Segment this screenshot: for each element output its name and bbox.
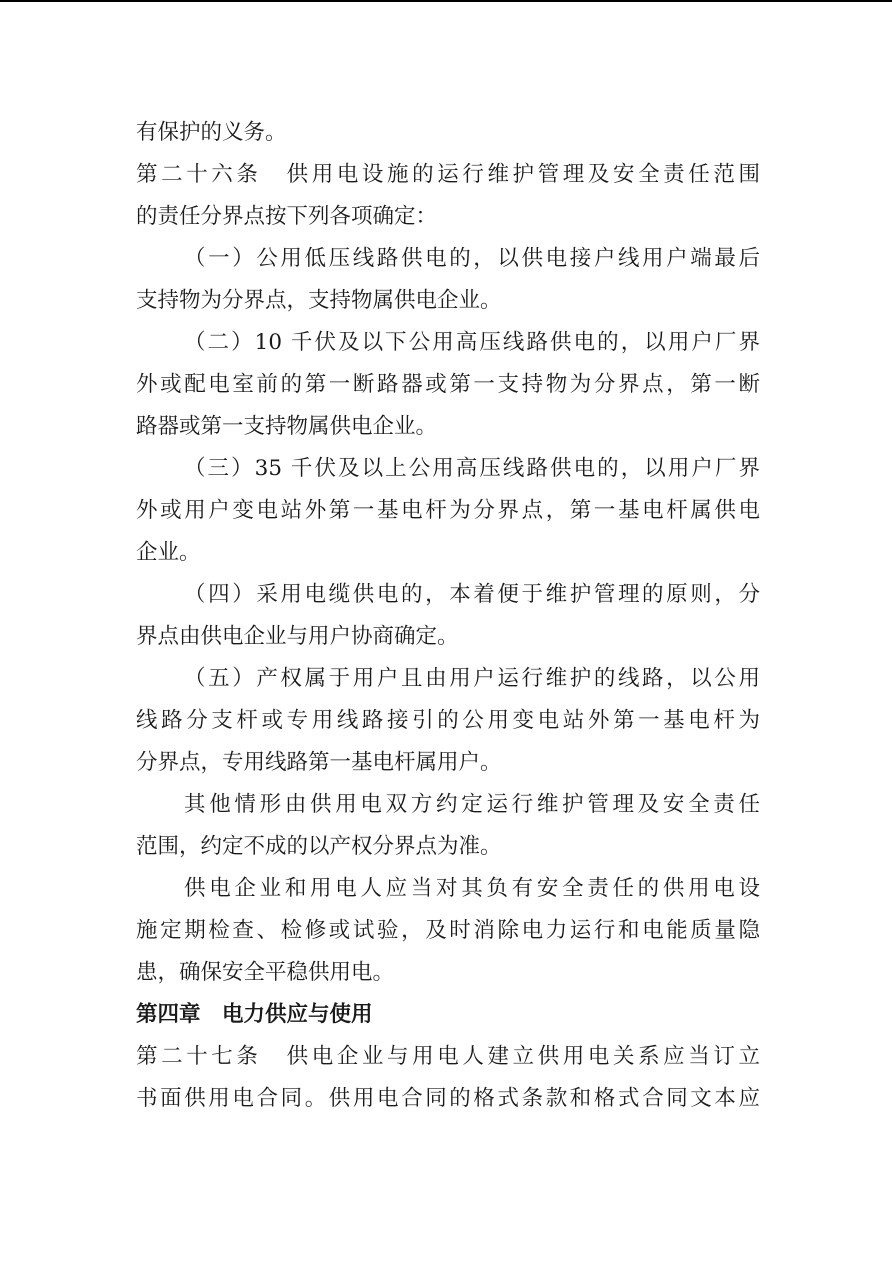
- clause-4-line: （四）采用电缆供电的，本着便于维护管理的原则，分: [184, 582, 760, 607]
- clause-1-line: （一）公用低压线路供电的，以供电接户线用户端最后: [184, 246, 760, 271]
- text-line: 施定期检查、检修或试验，及时消除电力运行和电能质量隐: [136, 918, 760, 943]
- text-line: 有保护的义务。: [136, 120, 287, 145]
- text-line: 范围，约定不成的以产权分界点为准。: [136, 834, 502, 859]
- article-27-heading-line: 第二十七条 供电企业与用电人建立供用电关系应当订立: [136, 1044, 760, 1069]
- text-line: 支持物为分界点，支持物属供电企业。: [136, 288, 502, 313]
- text-line: 企业。: [136, 540, 201, 565]
- text-line: 外或用户变电站外第一基电杆为分界点，第一基电杆属供电: [136, 498, 760, 523]
- text-line: 路器或第一支持物属供电企业。: [136, 414, 438, 439]
- text-line: 外或配电室前的第一断路器或第一支持物为分界点，第一断: [136, 372, 760, 397]
- clause-5-line: （五）产权属于用户且由用户运行维护的线路，以公用: [184, 666, 760, 691]
- clause-2-line: （二）10 千伏及以下公用高压线路供电的，以用户厂界: [184, 330, 760, 355]
- paragraph-line: 供电企业和用电人应当对其负有安全责任的供用电设: [184, 876, 760, 901]
- paragraph-line: 其他情形由供用电双方约定运行维护管理及安全责任: [184, 792, 760, 817]
- text-line: 界点由供电企业与用户协商确定。: [136, 624, 459, 649]
- page-top-border: [0, 0, 892, 2]
- text-line: 书面供用电合同。供用电合同的格式条款和格式合同文本应: [136, 1086, 760, 1111]
- text-line: 患，确保安全平稳供用电。: [136, 960, 395, 985]
- text-line: 分界点，专用线路第一基电杆属用户。: [136, 750, 502, 775]
- text-line: 的责任分界点按下列各项确定：: [136, 204, 438, 229]
- chapter-4-heading: 第四章 电力供应与使用: [136, 1002, 373, 1027]
- text-line: 线路分支杆或专用线路接引的公用变电站外第一基电杆为: [136, 708, 760, 733]
- article-26-heading-line: 第二十六条 供用电设施的运行维护管理及安全责任范围: [136, 162, 760, 187]
- clause-3-line: （三）35 千伏及以上公用高压线路供电的，以用户厂界: [184, 456, 760, 481]
